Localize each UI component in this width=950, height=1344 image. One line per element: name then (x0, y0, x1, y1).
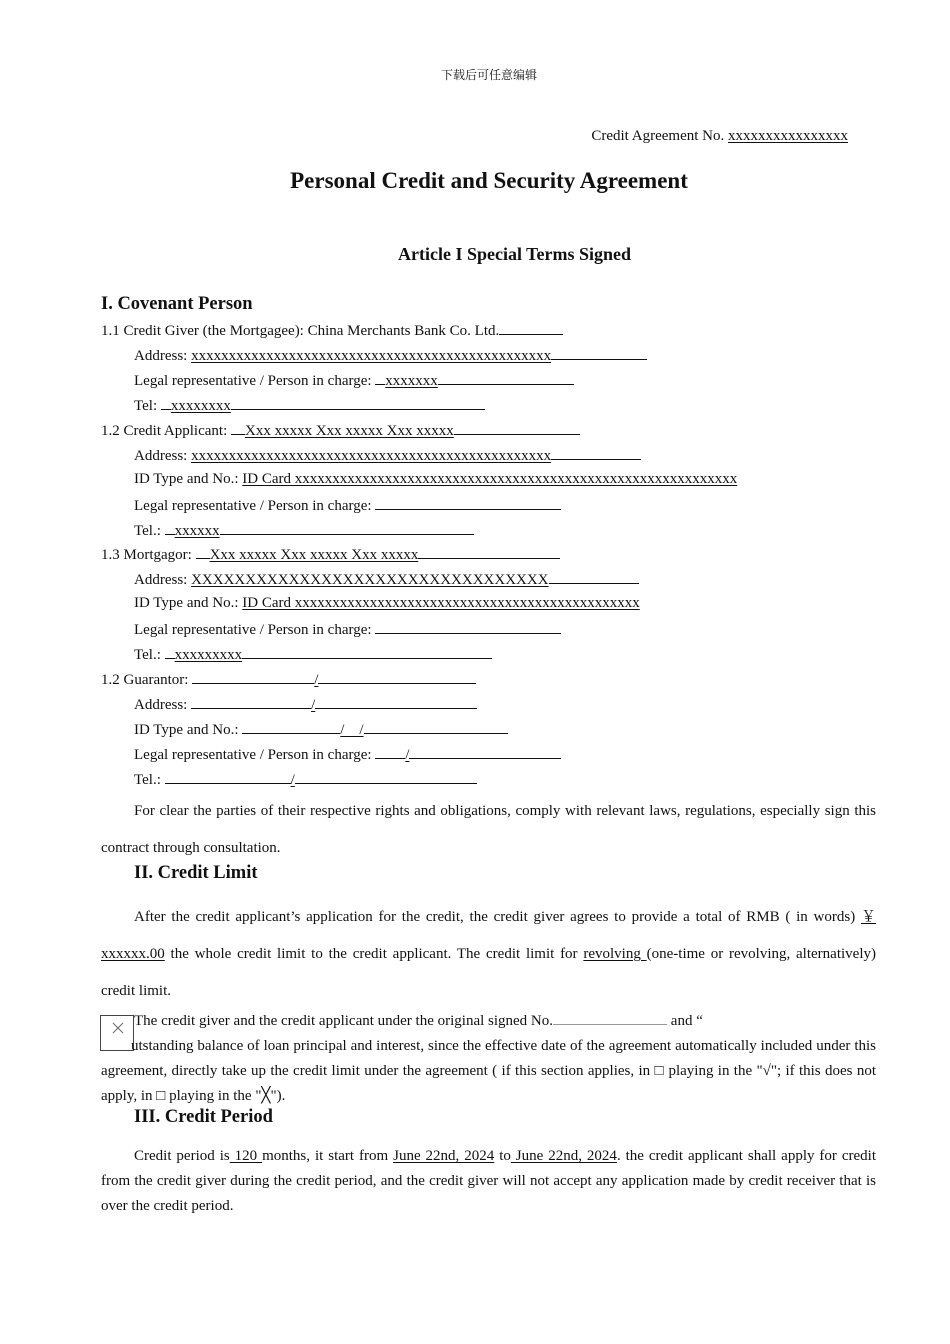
address-label: Address: (134, 448, 188, 464)
credit-period-text-c: to (494, 1148, 511, 1164)
credit-limit-text-b: the whole credit limit to the credit applicant. The credit limit for (164, 946, 584, 962)
tel-label: Tel.: (134, 647, 161, 663)
credit-period-end-date: June 22nd, 2024 (510, 1148, 617, 1164)
credit-applicant-label: 1.2 Credit Applicant: (101, 423, 228, 439)
id-slashes: / / (340, 722, 364, 738)
address-value: xxxxxxxxxxxxxxxxxxxxxxxxxxxxxxxxxxxxxxxxxxxxxxxx (191, 448, 552, 464)
original-agreement-text-b: and “ (667, 1013, 703, 1029)
id-label: ID Type and No.: (134, 471, 239, 487)
agreement-number-value: xxxxxxxxxxxxxxxx (728, 128, 848, 144)
section-1-closing: For clear the parties of their respective rights and obligations, comply with relevant laws, regulations, especially sign this contract through consultation. (101, 803, 876, 856)
credit-period-months: 120 (229, 1148, 263, 1164)
legal-label: Legal representative / Person in charge: (134, 747, 372, 763)
legal-label: Legal representative / Person in charge: (134, 373, 372, 389)
guarantor-slash: / (314, 672, 319, 688)
guarantor-line (101, 670, 476, 689)
credit-giver-tel (134, 396, 485, 415)
guarantor-label: 1.2 Guarantor: (101, 672, 189, 688)
guarantor-id (134, 720, 508, 739)
header-note: 下载后可任意编辑 (440, 68, 537, 82)
id-value: ID Card xxxxxxxxxxxxxxxxxxxxxxxxxxxxxxxxxxxxxxxxxxxxxxxxxxxxxxxxxxx (242, 471, 738, 487)
tel-value: xxxxxx (174, 523, 220, 539)
legal-label: Legal representative / Person in charge: (134, 498, 372, 514)
address-label: Address: (134, 572, 188, 588)
credit-giver-address (134, 346, 647, 365)
section-1-heading: I. Covenant Person (101, 294, 253, 314)
address-slash: / (311, 697, 316, 713)
agreement-number (591, 128, 848, 145)
credit-applicant-tel (134, 521, 474, 540)
address-label: Address: (134, 348, 188, 364)
section-2-heading: II. Credit Limit (134, 863, 258, 883)
id-label: ID Type and No.: (134, 595, 239, 611)
article-title: Article I Special Terms Signed (398, 244, 631, 264)
address-value: xxxxxxxxxxxxxxxxxxxxxxxxxxxxxxxxxxxxxxxxxxxxxxxx (191, 348, 552, 364)
credit-period-start-date: June 22nd, 2024 (393, 1148, 495, 1164)
credit-applicant-id (134, 471, 737, 488)
guarantor-tel (134, 770, 477, 789)
credit-limit-text-c: (one-time or revolving, alternatively) credit limit. (101, 946, 876, 999)
address-value: XXXXXXXXXXXXXXXXXXXXXXXXXXXXXXXXX (191, 572, 549, 588)
tel-value: xxxxxxxx (170, 398, 231, 414)
credit-applicant-line (101, 421, 580, 440)
agreement-number-label: Credit Agreement No. (591, 128, 725, 144)
original-agreement-text-a: The credit giver and the credit applicant under the original signed No. (134, 1013, 554, 1029)
mortgagor-label: 1.3 Mortgagor: (101, 547, 192, 563)
legal-slash: / (405, 747, 410, 763)
mortgagor-legal (134, 620, 561, 639)
tel-value: xxxxxxxxx (174, 647, 243, 663)
mortgagor-address (134, 570, 639, 589)
credit-limit-paragraph (101, 899, 876, 1010)
credit-limit-type: revolving (583, 946, 647, 962)
credit-period-text-d: . the credit applicant shall apply for credit from the credit giver during the credit period, and the credit giver will not accept any application made by credit receiver that is over the credit period. (101, 1148, 877, 1214)
credit-applicant-address (134, 446, 641, 465)
document-title: Personal Credit and Security Agreement (290, 168, 688, 193)
credit-limit-amount: ￥ xxxxxx.00 (101, 909, 876, 962)
credit-applicant-name: Xxx xxxxx Xxx xxxxx Xxx xxxxx (244, 423, 454, 439)
address-label: Address: (134, 697, 188, 713)
mortgagor-tel (134, 645, 492, 664)
legal-value: xxxxxxx (385, 373, 438, 389)
id-value: ID Card xxxxxxxxxxxxxxxxxxxxxxxxxxxxxxxxxxxxxxxxxxxxxx (242, 595, 640, 611)
legal-label: Legal representative / Person in charge: (134, 622, 372, 638)
original-agreement-paragraph (101, 1009, 876, 1034)
credit-giver-line (101, 321, 563, 340)
credit-period-paragraph (101, 1144, 876, 1219)
credit-period-text-a: Credit period is (134, 1148, 230, 1164)
original-agreement-text-c: utstanding balance of loan principal and interest, since the effective date of the agreement automatically included under this agreement, directly take up the credit limit under the agreement ( if this section applies, in □ playing in the "√"; if this does not apply, in □ playing in the "╳"). (101, 1038, 876, 1104)
credit-giver-label: 1.1 Credit Giver (the Mortgagee): China Merchants Bank Co. Ltd. (101, 323, 500, 339)
credit-applicant-legal (134, 496, 561, 515)
tel-label: Tel.: (134, 523, 161, 539)
original-agreement-continuation (101, 1034, 876, 1109)
guarantor-legal (134, 745, 561, 764)
tel-slash: / (290, 772, 295, 788)
credit-period-text-b: months, it start from (262, 1148, 394, 1164)
mortgagor-name: Xxx xxxxx Xxx xxxxx Xxx xxxxx (209, 547, 419, 563)
mortgagor-line (101, 545, 560, 564)
tel-label: Tel: (134, 398, 158, 414)
mortgagor-id (134, 595, 640, 612)
credit-giver-legal (134, 371, 574, 390)
guarantor-address (134, 695, 477, 714)
tel-label: Tel.: (134, 772, 161, 788)
credit-limit-text-a: After the credit applicant’s application for the credit, the credit giver agrees to provide a total of RMB ( in words) (134, 909, 856, 925)
id-label: ID Type and No.: (134, 722, 239, 738)
section-3-heading: III. Credit Period (134, 1107, 273, 1127)
